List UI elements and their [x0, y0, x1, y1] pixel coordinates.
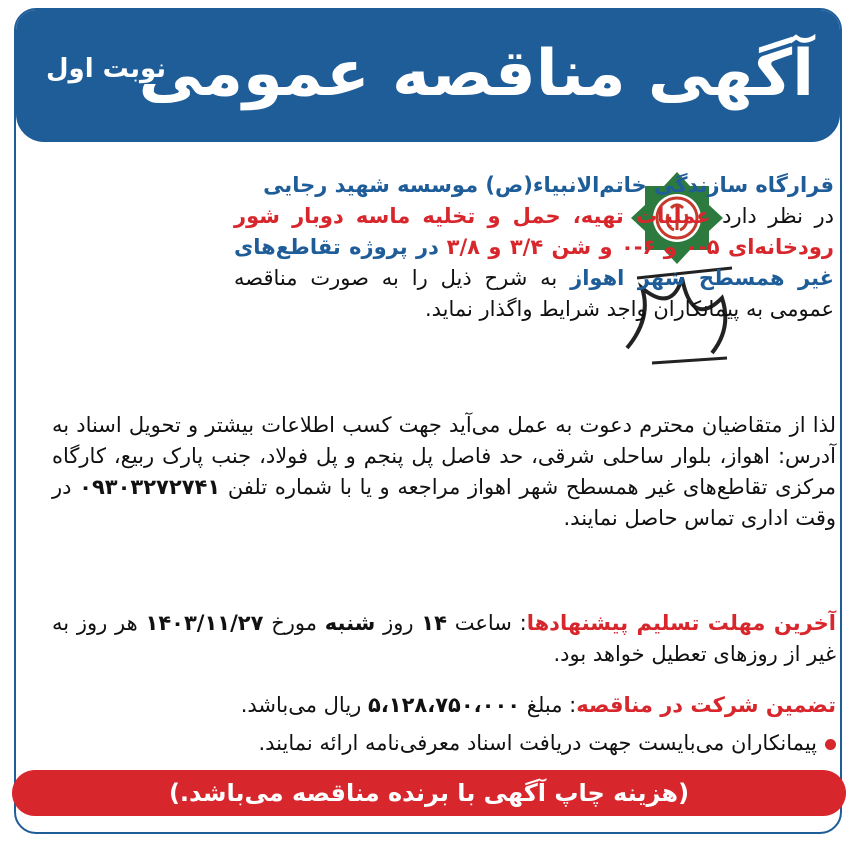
deadline-text-1: : ساعت [454, 611, 527, 635]
footer-text: (هزینه چاپ آگهی با برنده مناقصه می‌باشد.) [168, 779, 690, 807]
deadline-text-2: روز [383, 611, 414, 635]
guarantee-label: تضمین شرکت در مناقصه [576, 693, 836, 717]
invitation-suffix: در وقت اداری تماس حاصل نمایند. [52, 475, 836, 530]
note-text: پیمانکاران می‌بایست جهت دریافت اسناد معرفی‌نامه ارائه نمایند. [258, 731, 817, 755]
guarantee-text-2: ریال می‌باشد. [240, 693, 362, 717]
bullet-icon [825, 739, 836, 750]
intro-block [234, 170, 834, 325]
notice-title: آگهی مناقصه عمومی [138, 37, 814, 111]
footer-banner [12, 770, 846, 816]
operation-description: عملیات تهیه، حمل و تخلیه ماسه دوبار شور رودخانه‌ای ۵-۰ و ۶-۰ و شن ۳/۴ و ۳/۸ [234, 204, 834, 259]
deadline-label: آخرین مهلت تسلیم پیشنهادها [526, 611, 837, 635]
deadline-date: ۱۴۰۳/۱۱/۲۷ [145, 611, 264, 635]
invitation-text: لذا از متقاضیان محترم دعوت به عمل می‌آید جهت کسب اطلاعات بیشتر و تحویل اسناد به آدرس: اهواز، بلوار ساحلی شرقی، حد فاصل پل پنجم و پل فولاد، جنب پارک ربیع، کارگاه مرکزی تقاطع‌های غیر همسطح شهر اهواز مراجعه و یا با شماره تلفن [52, 413, 836, 499]
invitation-block [52, 410, 836, 534]
project-name: در پروژه تقاطع‌های غیر همسطح شهر اهواز [234, 235, 834, 290]
deadline-hour: ۱۴ [421, 611, 447, 635]
phone-number: ۰۹۳۰۳۲۷۲۷۴۱ [79, 475, 221, 499]
intro-suffix: به شرح ذیل را به صورت مناقصه عمومی به پیمانکاران واجد شرایط واگذار نماید. [234, 266, 834, 321]
deadline-day: شنبه [324, 611, 376, 635]
guarantee-text-1: : مبلغ [526, 693, 577, 717]
notice-round: نوبت اول [46, 54, 167, 84]
deadline-text-4: هر روز به غیر از روزهای تعطیل خواهد بود. [52, 611, 836, 666]
guarantee-block [52, 690, 836, 721]
deadline-block [52, 608, 836, 670]
organization-name: قرارگاه سازندگی خاتم‌الانبیاء(ص) موسسه شهید رجایی [263, 173, 834, 197]
guarantee-amount: ۵،۱۲۸،۷۵۰،۰۰۰ [368, 693, 521, 717]
intro-prefix: در نظر دارد [722, 204, 834, 228]
note-block [52, 728, 836, 759]
header-banner [16, 10, 840, 142]
deadline-text-3: مورخ [271, 611, 317, 635]
